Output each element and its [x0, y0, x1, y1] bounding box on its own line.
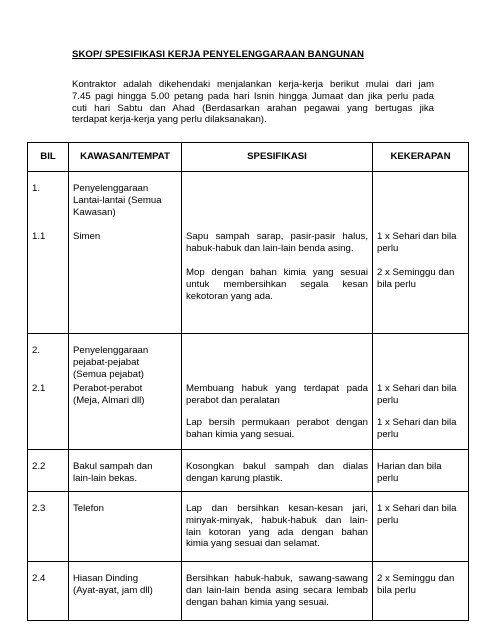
kawasan-cell [69, 492, 182, 562]
kekerapan-text [377, 417, 464, 441]
kekerapan-text [377, 383, 464, 407]
text-line: dengan bahan kimia yang sesuai. [186, 596, 329, 608]
text-line: Harian dan bila [377, 461, 442, 472]
text-line: Lap bersih permukaan perabot dengan [186, 417, 368, 428]
spesifikasi-text [186, 267, 368, 302]
text-line: (Meja, Almari dll) [73, 394, 145, 406]
header-spesifikasi: SPESIFIKASI [182, 143, 373, 172]
text-line: 1 x Sehari dan bila [377, 383, 457, 394]
text-line: minyak-minyak, habuk-habuk dan lain- [186, 514, 368, 526]
text-line: untuk membersihkan segala kesan [186, 278, 368, 290]
bil-cell [28, 492, 69, 562]
kekerapan-text [377, 573, 464, 597]
text-line: 2 x Seminggu dan [377, 267, 455, 278]
text-line: habuk-habuk dan lain-lain benda asing. [186, 242, 354, 254]
text-line: perlu [377, 394, 399, 406]
text-line: Penyelenggaraan [73, 183, 149, 194]
text-line: 1 x Sehari dan bila [377, 231, 457, 242]
table-row [28, 492, 469, 562]
text-line: perlu [377, 428, 399, 440]
text-line: pejabat-pejabat [73, 356, 140, 368]
kawasan-cell [69, 450, 182, 492]
spesifikasi-text [186, 573, 368, 608]
bil-value: 2.4 [32, 573, 46, 584]
text-line: perlu [377, 472, 399, 484]
specification-table [27, 142, 469, 621]
text-line: perabot dan peralatan [186, 394, 280, 406]
document-title: SKOP/ SPESIFIKASI KERJA PENYELENGGARAAN BANGUNAN [72, 49, 365, 60]
intro-line: Kontraktor adalah dikehendaki menjalankan kerja-kerja berikut mulai dari jam [72, 79, 434, 90]
text-line: perlu [377, 514, 399, 526]
text-line: Perabot-perabot [73, 383, 143, 394]
spesifikasi-text [186, 461, 368, 485]
text-line: 1 x Sehari dan bila [377, 503, 457, 514]
bil-cell [28, 172, 69, 334]
text-line: Simen [73, 231, 101, 242]
spesifikasi-cell [182, 492, 373, 562]
intro-line: cuti hari Sabtu dan Ahad (Berdasarkan arahan pegawai yang bertugas jika [72, 102, 434, 114]
text-line: Mop dengan bahan kimia yang sesuai [186, 267, 368, 278]
spesifikasi-cell [182, 450, 373, 492]
header-kawasan: KAWASAN/TEMPAT [69, 143, 182, 172]
text-line: lain-lain bekas. [73, 472, 137, 484]
text-line: perlu [377, 242, 399, 254]
kawasan-text [73, 183, 177, 218]
text-line: Lap dan bersihkan kesan-kesan jari, [186, 503, 368, 514]
kawasan-text [73, 461, 177, 485]
header-bil: BIL [28, 143, 69, 172]
kekerapan-cell [373, 450, 469, 492]
intro-line: 7.45 pagi hingga 5.00 petang pada hari Isnin hingga Jumaat dan jika perlu pada [72, 90, 434, 102]
text-line: 1 x Sehari dan bila [377, 417, 457, 428]
bil-cell [28, 450, 69, 492]
kawasan-text [73, 383, 177, 407]
bil-cell [28, 334, 69, 450]
bil-value: 2.2 [32, 461, 46, 472]
text-line: dengan karung plastik. [186, 472, 283, 484]
kekerapan-text [377, 503, 464, 527]
spesifikasi-cell [182, 334, 373, 450]
text-line: Hiasan Dinding [73, 573, 139, 584]
kawasan-text [73, 231, 177, 243]
kekerapan-cell [373, 172, 469, 334]
text-line: 2 x Seminggu dan [377, 573, 455, 584]
spesifikasi-cell [182, 172, 373, 334]
spesifikasi-text [186, 503, 368, 550]
bil-value: 2.1 [32, 383, 46, 394]
bil-value: 1. [32, 183, 41, 194]
text-line: Sapu sampah sarap, pasir-pasir halus, [186, 231, 368, 242]
spesifikasi-text [186, 383, 368, 407]
table-row [28, 334, 469, 450]
text-line: Kawasan) [73, 206, 116, 218]
text-line: lain kotoran yang ada dengan bahan [186, 526, 368, 538]
kawasan-cell [69, 334, 182, 450]
text-line: Bakul sampah dan [73, 461, 153, 472]
text-line: Telefon [73, 503, 104, 514]
kekerapan-text [377, 461, 464, 485]
text-line: kimia yang sesuai dan selamat. [186, 538, 320, 550]
text-line: Bersihkan habuk-habuk, sawang-sawang [186, 573, 368, 584]
text-line: dan lain-lain benda asing secara lembab [186, 584, 368, 596]
table-row [28, 562, 469, 621]
text-line: bahan kimia yang sesuai. [186, 428, 295, 440]
kawasan-cell [69, 562, 182, 621]
kekerapan-cell [373, 334, 469, 450]
spesifikasi-cell [182, 562, 373, 621]
kekerapan-cell [373, 492, 469, 562]
intro-line: terdapat kerja-kerja yang perlu dilaksanakan). [72, 114, 267, 126]
spesifikasi-text [186, 231, 368, 255]
text-line: bila perlu [377, 278, 416, 290]
text-line: (Ayat-ayat, jam dll) [73, 584, 153, 596]
kekerapan-cell [373, 562, 469, 621]
bil-cell [28, 562, 69, 621]
kawasan-text [73, 573, 177, 597]
kawasan-text [73, 345, 177, 380]
text-line: kekotoran yang ada. [186, 290, 273, 302]
text-line: Lantai-lantai (Semua [73, 194, 162, 206]
table-header-row [28, 143, 469, 172]
table-row [28, 172, 469, 334]
bil-value: 2.3 [32, 503, 46, 514]
kawasan-text [73, 503, 177, 515]
text-line: (Semua pejabat) [73, 368, 144, 380]
kekerapan-text [377, 267, 464, 291]
text-line: Penyelenggaraan [73, 345, 149, 356]
text-line: Kosongkan bakul sampah dan dialas [186, 461, 368, 472]
kekerapan-text [377, 231, 464, 255]
table-row [28, 450, 469, 492]
text-line: Membuang habuk yang terdapat pada [186, 383, 368, 394]
header-kekerapan: KEKERAPAN [373, 143, 469, 172]
kawasan-cell [69, 172, 182, 334]
spesifikasi-text [186, 417, 368, 441]
bil-value: 2. [32, 345, 41, 356]
intro-paragraph [72, 79, 434, 126]
text-line: bila perlu [377, 584, 416, 596]
bil-value: 1.1 [32, 231, 46, 242]
